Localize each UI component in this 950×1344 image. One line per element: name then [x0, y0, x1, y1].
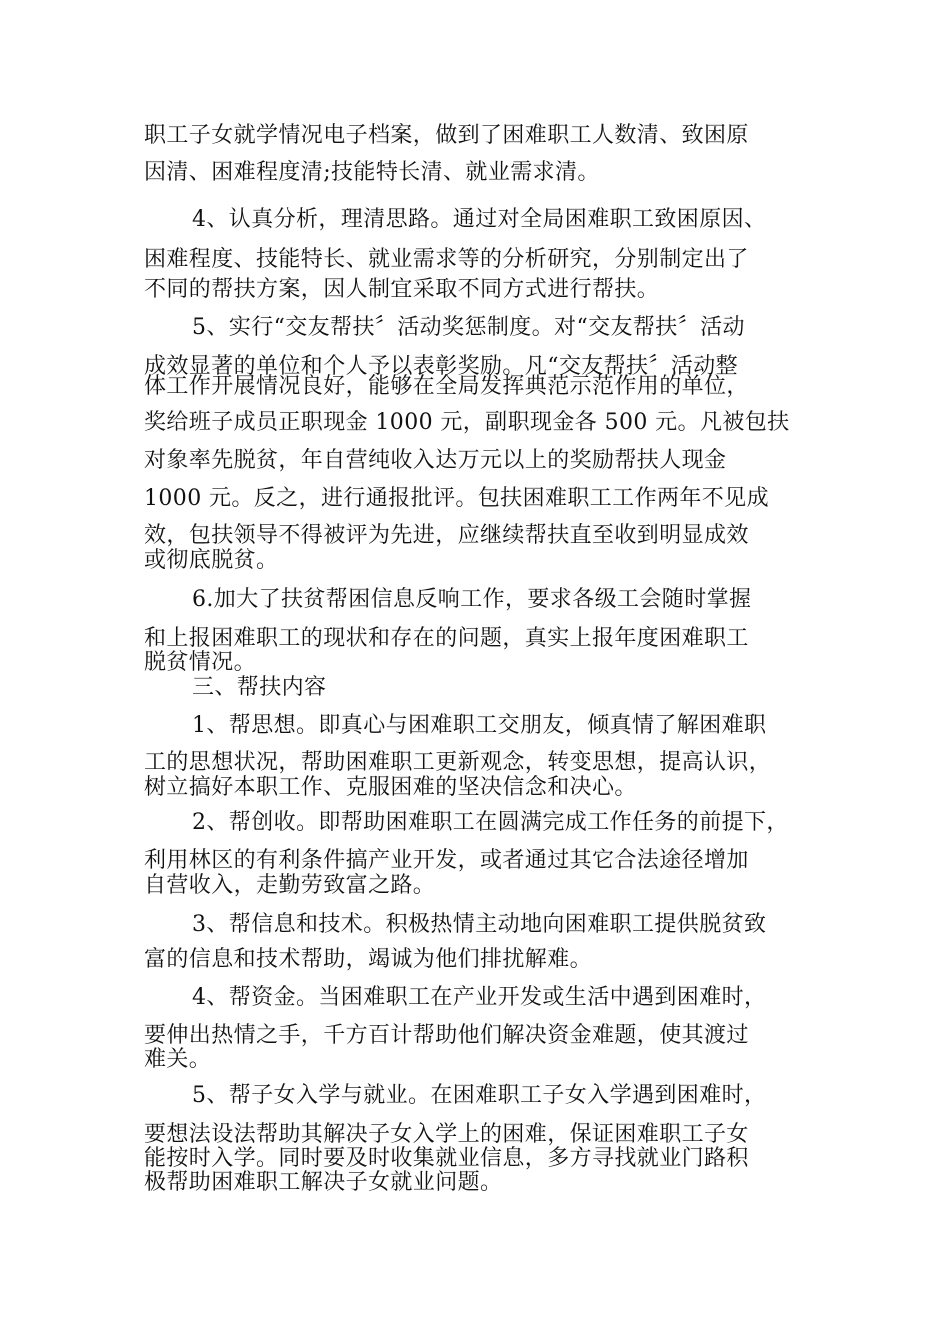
- paragraph-start-line: 5、实行“交友帮扶〞活动奖惩制度。对“交友帮扶〞活动: [192, 315, 745, 340]
- text-line: 对象率先脱贫，年自营纯收入达万元以上的奖励帮扶人现金: [144, 448, 727, 473]
- text-line: 体工作开展情况良好，能够在全局发挥典范示范作用的单位，: [144, 374, 749, 399]
- text-line: 1000 元。反之，进行通报批评。包扶困难职工工作两年不见成: [144, 486, 769, 511]
- paragraph-start-line: 3、帮信息和技术。积极热情主动地向困难职工提供脱贫致: [192, 912, 767, 937]
- text-line: 不同的帮扶方案，因人制宜采取不同方式进行帮扶。: [144, 277, 660, 302]
- text-line: 效，包扶领导不得被评为先进，应继续帮扶直至收到明显成效: [144, 523, 749, 548]
- text-line: 自营收入，走勤劳致富之路。: [144, 873, 436, 898]
- section-heading: 三、帮扶内容: [192, 675, 327, 700]
- text-line: 和上报困难职工的现状和存在的问题，真实上报年度困难职工: [144, 626, 749, 651]
- text-line: 极帮助困难职工解决子女就业问题。: [144, 1170, 503, 1195]
- text-line: 要想法设法帮助其解决子女入学上的困难，保证困难职工子女: [144, 1122, 749, 1147]
- paragraph-start-line: 4、认真分析，理清思路。通过对全局困难职工致困原因、: [192, 207, 767, 232]
- text-line: 困难程度、技能特长、就业需求等的分析研究，分别制定出了: [144, 247, 749, 272]
- text-line: 要伸出热情之手，千方百计帮助他们解决资金难题，使其渡过: [144, 1023, 749, 1048]
- paragraph-start-line: 1、帮思想。即真心与困难职工交朋友，倾真情了解困难职: [192, 713, 767, 738]
- text-line: 树立搞好本职工作、克服困难的坚决信念和决心。: [144, 775, 637, 800]
- text-line: 利用林区的有利条件搞产业开发，或者通过其它合法途径增加: [144, 848, 749, 873]
- text-line: 富的信息和技术帮助，竭诚为他们排扰解难。: [144, 947, 593, 972]
- text-line: 因清、困难程度清;技能特长清、就业需求清。: [144, 160, 600, 185]
- text-line: 职工子女就学情况电子档案，做到了困难职工人数清、致困原: [144, 123, 749, 148]
- text-line: 能按时入学。同时要及时收集就业信息，多方寻找就业门路积: [144, 1146, 749, 1171]
- text-line: 成效显著的单位和个人予以表彰奖励。凡“交友帮扶〞活动整: [144, 354, 739, 379]
- paragraph-start-line: 5、帮子女入学与就业。在困难职工子女入学遇到困难时，: [192, 1083, 767, 1108]
- text-line: 脱贫情况。: [144, 650, 257, 675]
- text-line: 工的思想状况，帮助困难职工更新观念，转变思想，提高认识，: [144, 750, 772, 775]
- text-line: 难关。: [144, 1047, 212, 1072]
- text-line: 或彻底脱贫。: [144, 548, 279, 573]
- paragraph-start-line: 2、帮创收。即帮助困难职工在圆满完成工作任务的前提下，: [192, 810, 789, 835]
- paragraph-start-line: 4、帮资金。当困难职工在产业开发或生活中遇到困难时，: [192, 985, 767, 1010]
- paragraph-start-line: 6.加大了扶贫帮困信息反响工作，要求各级工会随时掌握: [192, 587, 752, 612]
- text-line: 奖给班子成员正职现金 1000 元，副职现金各 500 元。凡被包扶: [144, 410, 790, 435]
